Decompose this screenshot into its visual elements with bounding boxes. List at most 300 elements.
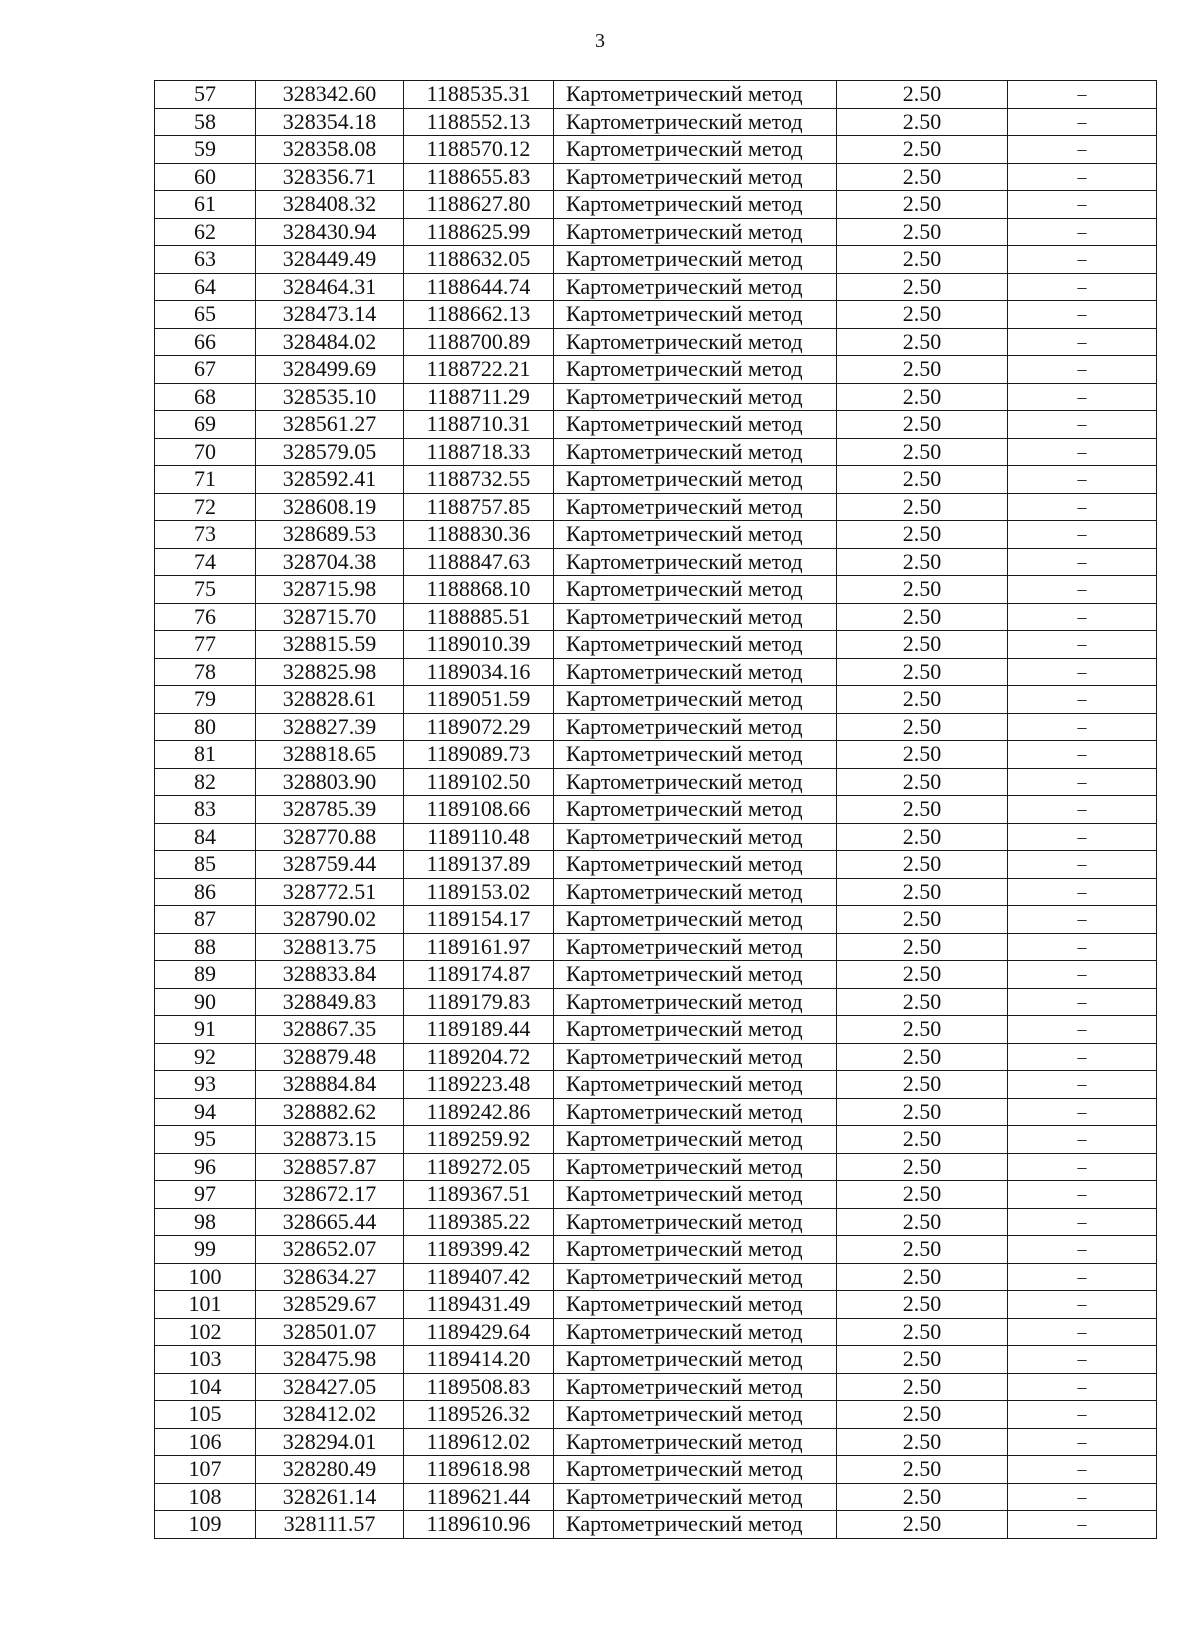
method-cell: Картометрический метод <box>554 631 837 659</box>
x-coordinate-cell: 328608.19 <box>256 493 404 521</box>
x-coordinate-cell: 328592.41 <box>256 466 404 494</box>
accuracy-cell: 2.50 <box>837 328 1008 356</box>
y-coordinate-cell: 1189399.42 <box>404 1236 554 1264</box>
accuracy-cell: 2.50 <box>837 1456 1008 1484</box>
table-row <box>155 1043 1157 1071</box>
x-coordinate-cell: 328818.65 <box>256 741 404 769</box>
accuracy-cell: 2.50 <box>837 301 1008 329</box>
x-coordinate-cell: 328473.14 <box>256 301 404 329</box>
y-coordinate-cell: 1189407.42 <box>404 1263 554 1291</box>
method-cell: Картометрический метод <box>554 658 837 686</box>
description-cell: – <box>1008 933 1157 961</box>
point-number-cell: 82 <box>155 768 256 796</box>
y-coordinate-cell: 1189189.44 <box>404 1016 554 1044</box>
accuracy-cell: 2.50 <box>837 796 1008 824</box>
description-cell: – <box>1008 1043 1157 1071</box>
x-coordinate-cell: 328501.07 <box>256 1318 404 1346</box>
accuracy-cell: 2.50 <box>837 548 1008 576</box>
x-coordinate-cell: 328879.48 <box>256 1043 404 1071</box>
point-number-cell: 108 <box>155 1483 256 1511</box>
x-coordinate-cell: 328849.83 <box>256 988 404 1016</box>
description-cell: – <box>1008 411 1157 439</box>
accuracy-cell: 2.50 <box>837 823 1008 851</box>
point-number-cell: 96 <box>155 1153 256 1181</box>
accuracy-cell: 2.50 <box>837 163 1008 191</box>
point-number-cell: 95 <box>155 1126 256 1154</box>
point-number-cell: 69 <box>155 411 256 439</box>
y-coordinate-cell: 1189508.83 <box>404 1373 554 1401</box>
table-row <box>155 961 1157 989</box>
description-cell: – <box>1008 1318 1157 1346</box>
point-number-cell: 59 <box>155 136 256 164</box>
y-coordinate-cell: 1188625.99 <box>404 218 554 246</box>
description-cell: – <box>1008 631 1157 659</box>
description-cell: – <box>1008 328 1157 356</box>
point-number-cell: 97 <box>155 1181 256 1209</box>
description-cell: – <box>1008 163 1157 191</box>
method-cell: Картометрический метод <box>554 548 837 576</box>
accuracy-cell: 2.50 <box>837 878 1008 906</box>
y-coordinate-cell: 1189242.86 <box>404 1098 554 1126</box>
point-number-cell: 76 <box>155 603 256 631</box>
accuracy-cell: 2.50 <box>837 1071 1008 1099</box>
x-coordinate-cell: 328827.39 <box>256 713 404 741</box>
table-row <box>155 988 1157 1016</box>
method-cell: Картометрический метод <box>554 576 837 604</box>
y-coordinate-cell: 1188732.55 <box>404 466 554 494</box>
table-row <box>155 1456 1157 1484</box>
accuracy-cell: 2.50 <box>837 1126 1008 1154</box>
point-number-cell: 84 <box>155 823 256 851</box>
y-coordinate-cell: 1188535.31 <box>404 81 554 109</box>
y-coordinate-cell: 1188710.31 <box>404 411 554 439</box>
method-cell: Картометрический метод <box>554 493 837 521</box>
point-number-cell: 88 <box>155 933 256 961</box>
method-cell: Картометрический метод <box>554 328 837 356</box>
y-coordinate-cell: 1189272.05 <box>404 1153 554 1181</box>
y-coordinate-cell: 1189414.20 <box>404 1346 554 1374</box>
accuracy-cell: 2.50 <box>837 383 1008 411</box>
table-row <box>155 631 1157 659</box>
point-number-cell: 79 <box>155 686 256 714</box>
table-row <box>155 218 1157 246</box>
x-coordinate-cell: 328704.38 <box>256 548 404 576</box>
accuracy-cell: 2.50 <box>837 1098 1008 1126</box>
table-row <box>155 1291 1157 1319</box>
description-cell: – <box>1008 246 1157 274</box>
method-cell: Картометрический метод <box>554 961 837 989</box>
y-coordinate-cell: 1189204.72 <box>404 1043 554 1071</box>
x-coordinate-cell: 328825.98 <box>256 658 404 686</box>
x-coordinate-cell: 328261.14 <box>256 1483 404 1511</box>
y-coordinate-cell: 1189526.32 <box>404 1401 554 1429</box>
point-number-cell: 102 <box>155 1318 256 1346</box>
point-number-cell: 86 <box>155 878 256 906</box>
description-cell: – <box>1008 1291 1157 1319</box>
accuracy-cell: 2.50 <box>837 1401 1008 1429</box>
y-coordinate-cell: 1188570.12 <box>404 136 554 164</box>
accuracy-cell: 2.50 <box>837 768 1008 796</box>
y-coordinate-cell: 1189174.87 <box>404 961 554 989</box>
method-cell: Картометрический метод <box>554 1373 837 1401</box>
x-coordinate-cell: 328294.01 <box>256 1428 404 1456</box>
x-coordinate-cell: 328358.08 <box>256 136 404 164</box>
method-cell: Картометрический метод <box>554 1071 837 1099</box>
method-cell: Картометрический метод <box>554 1153 837 1181</box>
x-coordinate-cell: 328665.44 <box>256 1208 404 1236</box>
point-number-cell: 104 <box>155 1373 256 1401</box>
table-row <box>155 1428 1157 1456</box>
description-cell: – <box>1008 356 1157 384</box>
table-row <box>155 246 1157 274</box>
method-cell: Картометрический метод <box>554 686 837 714</box>
method-cell: Картометрический метод <box>554 1483 837 1511</box>
table-row <box>155 1153 1157 1181</box>
coordinates-table <box>154 80 1157 1539</box>
description-cell: – <box>1008 988 1157 1016</box>
description-cell: – <box>1008 961 1157 989</box>
point-number-cell: 65 <box>155 301 256 329</box>
table-row <box>155 768 1157 796</box>
x-coordinate-cell: 328579.05 <box>256 438 404 466</box>
y-coordinate-cell: 1188627.80 <box>404 191 554 219</box>
table-row <box>155 1346 1157 1374</box>
description-cell: – <box>1008 191 1157 219</box>
description-cell: – <box>1008 273 1157 301</box>
x-coordinate-cell: 328672.17 <box>256 1181 404 1209</box>
page-number: 3 <box>595 30 605 52</box>
table-row <box>155 1208 1157 1236</box>
y-coordinate-cell: 1189137.89 <box>404 851 554 879</box>
method-cell: Картометрический метод <box>554 768 837 796</box>
y-coordinate-cell: 1189259.92 <box>404 1126 554 1154</box>
description-cell: – <box>1008 521 1157 549</box>
method-cell: Картометрический метод <box>554 1126 837 1154</box>
method-cell: Картометрический метод <box>554 108 837 136</box>
x-coordinate-cell: 328770.88 <box>256 823 404 851</box>
method-cell: Картометрический метод <box>554 1318 837 1346</box>
point-number-cell: 61 <box>155 191 256 219</box>
table-row <box>155 1236 1157 1264</box>
accuracy-cell: 2.50 <box>837 988 1008 1016</box>
point-number-cell: 68 <box>155 383 256 411</box>
y-coordinate-cell: 1189612.02 <box>404 1428 554 1456</box>
method-cell: Картометрический метод <box>554 81 837 109</box>
table-row <box>155 466 1157 494</box>
description-cell: – <box>1008 1016 1157 1044</box>
accuracy-cell: 2.50 <box>837 1373 1008 1401</box>
accuracy-cell: 2.50 <box>837 576 1008 604</box>
accuracy-cell: 2.50 <box>837 603 1008 631</box>
table-row <box>155 163 1157 191</box>
accuracy-cell: 2.50 <box>837 686 1008 714</box>
accuracy-cell: 2.50 <box>837 1483 1008 1511</box>
description-cell: – <box>1008 1126 1157 1154</box>
y-coordinate-cell: 1189110.48 <box>404 823 554 851</box>
table-row <box>155 383 1157 411</box>
method-cell: Картометрический метод <box>554 1511 837 1539</box>
description-cell: – <box>1008 1263 1157 1291</box>
table-row <box>155 576 1157 604</box>
y-coordinate-cell: 1188757.85 <box>404 493 554 521</box>
description-cell: – <box>1008 301 1157 329</box>
y-coordinate-cell: 1189179.83 <box>404 988 554 1016</box>
table-row <box>155 1373 1157 1401</box>
method-cell: Картометрический метод <box>554 796 837 824</box>
y-coordinate-cell: 1188722.21 <box>404 356 554 384</box>
y-coordinate-cell: 1188552.13 <box>404 108 554 136</box>
table-row <box>155 1511 1157 1539</box>
description-cell: – <box>1008 1153 1157 1181</box>
description-cell: – <box>1008 1456 1157 1484</box>
x-coordinate-cell: 328689.53 <box>256 521 404 549</box>
method-cell: Картометрический метод <box>554 1208 837 1236</box>
x-coordinate-cell: 328354.18 <box>256 108 404 136</box>
description-cell: – <box>1008 1373 1157 1401</box>
description-cell: – <box>1008 1511 1157 1539</box>
method-cell: Картометрический метод <box>554 1181 837 1209</box>
x-coordinate-cell: 328715.70 <box>256 603 404 631</box>
accuracy-cell: 2.50 <box>837 81 1008 109</box>
table-row <box>155 741 1157 769</box>
accuracy-cell: 2.50 <box>837 1291 1008 1319</box>
table-row <box>155 603 1157 631</box>
method-cell: Картометрический метод <box>554 1236 837 1264</box>
table-row <box>155 1263 1157 1291</box>
table-row <box>155 796 1157 824</box>
description-cell: – <box>1008 878 1157 906</box>
method-cell: Картометрический метод <box>554 906 837 934</box>
description-cell: – <box>1008 438 1157 466</box>
description-cell: – <box>1008 1401 1157 1429</box>
x-coordinate-cell: 328790.02 <box>256 906 404 934</box>
coordinates-table-body <box>155 81 1157 1539</box>
method-cell: Картометрический метод <box>554 273 837 301</box>
description-cell: – <box>1008 851 1157 879</box>
method-cell: Картометрический метод <box>554 411 837 439</box>
point-number-cell: 57 <box>155 81 256 109</box>
description-cell: – <box>1008 741 1157 769</box>
accuracy-cell: 2.50 <box>837 1511 1008 1539</box>
accuracy-cell: 2.50 <box>837 1043 1008 1071</box>
table-row <box>155 356 1157 384</box>
method-cell: Картометрический метод <box>554 1043 837 1071</box>
x-coordinate-cell: 328408.32 <box>256 191 404 219</box>
description-cell: – <box>1008 1181 1157 1209</box>
accuracy-cell: 2.50 <box>837 246 1008 274</box>
accuracy-cell: 2.50 <box>837 1346 1008 1374</box>
point-number-cell: 72 <box>155 493 256 521</box>
point-number-cell: 91 <box>155 1016 256 1044</box>
accuracy-cell: 2.50 <box>837 1428 1008 1456</box>
table-row <box>155 191 1157 219</box>
description-cell: – <box>1008 713 1157 741</box>
table-row <box>155 933 1157 961</box>
point-number-cell: 78 <box>155 658 256 686</box>
accuracy-cell: 2.50 <box>837 1263 1008 1291</box>
method-cell: Картометрический метод <box>554 1346 837 1374</box>
y-coordinate-cell: 1189051.59 <box>404 686 554 714</box>
accuracy-cell: 2.50 <box>837 438 1008 466</box>
description-cell: – <box>1008 603 1157 631</box>
y-coordinate-cell: 1189010.39 <box>404 631 554 659</box>
y-coordinate-cell: 1189618.98 <box>404 1456 554 1484</box>
y-coordinate-cell: 1189621.44 <box>404 1483 554 1511</box>
point-number-cell: 75 <box>155 576 256 604</box>
description-cell: – <box>1008 796 1157 824</box>
table-row <box>155 823 1157 851</box>
point-number-cell: 74 <box>155 548 256 576</box>
point-number-cell: 60 <box>155 163 256 191</box>
method-cell: Картометрический метод <box>554 1016 837 1044</box>
table-row <box>155 1181 1157 1209</box>
accuracy-cell: 2.50 <box>837 851 1008 879</box>
method-cell: Картометрический метод <box>554 218 837 246</box>
y-coordinate-cell: 1189429.64 <box>404 1318 554 1346</box>
point-number-cell: 106 <box>155 1428 256 1456</box>
description-cell: – <box>1008 383 1157 411</box>
x-coordinate-cell: 328652.07 <box>256 1236 404 1264</box>
description-cell: – <box>1008 1098 1157 1126</box>
point-number-cell: 63 <box>155 246 256 274</box>
accuracy-cell: 2.50 <box>837 1016 1008 1044</box>
accuracy-cell: 2.50 <box>837 493 1008 521</box>
accuracy-cell: 2.50 <box>837 1153 1008 1181</box>
method-cell: Картометрический метод <box>554 741 837 769</box>
description-cell: – <box>1008 218 1157 246</box>
point-number-cell: 71 <box>155 466 256 494</box>
method-cell: Картометрический метод <box>554 383 837 411</box>
point-number-cell: 98 <box>155 1208 256 1236</box>
description-cell: – <box>1008 576 1157 604</box>
x-coordinate-cell: 328813.75 <box>256 933 404 961</box>
table-row <box>155 521 1157 549</box>
x-coordinate-cell: 328464.31 <box>256 273 404 301</box>
method-cell: Картометрический метод <box>554 521 837 549</box>
description-cell: – <box>1008 1346 1157 1374</box>
table-row <box>155 108 1157 136</box>
table-row <box>155 273 1157 301</box>
method-cell: Картометрический метод <box>554 878 837 906</box>
x-coordinate-cell: 328535.10 <box>256 383 404 411</box>
table-row <box>155 81 1157 109</box>
method-cell: Картометрический метод <box>554 851 837 879</box>
method-cell: Картометрический метод <box>554 988 837 1016</box>
table-row <box>155 713 1157 741</box>
table-row <box>155 493 1157 521</box>
x-coordinate-cell: 328803.90 <box>256 768 404 796</box>
point-number-cell: 73 <box>155 521 256 549</box>
table-row <box>155 906 1157 934</box>
method-cell: Картометрический метод <box>554 603 837 631</box>
x-coordinate-cell: 328759.44 <box>256 851 404 879</box>
table-row <box>155 301 1157 329</box>
description-cell: – <box>1008 823 1157 851</box>
x-coordinate-cell: 328634.27 <box>256 1263 404 1291</box>
x-coordinate-cell: 328828.61 <box>256 686 404 714</box>
accuracy-cell: 2.50 <box>837 1181 1008 1209</box>
point-number-cell: 103 <box>155 1346 256 1374</box>
method-cell: Картометрический метод <box>554 1428 837 1456</box>
description-cell: – <box>1008 466 1157 494</box>
point-number-cell: 107 <box>155 1456 256 1484</box>
method-cell: Картометрический метод <box>554 1263 837 1291</box>
y-coordinate-cell: 1188632.05 <box>404 246 554 274</box>
point-number-cell: 64 <box>155 273 256 301</box>
point-number-cell: 99 <box>155 1236 256 1264</box>
method-cell: Картометрический метод <box>554 356 837 384</box>
description-cell: – <box>1008 1483 1157 1511</box>
y-coordinate-cell: 1189102.50 <box>404 768 554 796</box>
accuracy-cell: 2.50 <box>837 658 1008 686</box>
point-number-cell: 67 <box>155 356 256 384</box>
y-coordinate-cell: 1189161.97 <box>404 933 554 961</box>
method-cell: Картометрический метод <box>554 163 837 191</box>
method-cell: Картометрический метод <box>554 191 837 219</box>
description-cell: – <box>1008 136 1157 164</box>
description-cell: – <box>1008 1071 1157 1099</box>
y-coordinate-cell: 1189367.51 <box>404 1181 554 1209</box>
description-cell: – <box>1008 658 1157 686</box>
point-number-cell: 85 <box>155 851 256 879</box>
y-coordinate-cell: 1189385.22 <box>404 1208 554 1236</box>
method-cell: Картометрический метод <box>554 136 837 164</box>
description-cell: – <box>1008 108 1157 136</box>
y-coordinate-cell: 1188885.51 <box>404 603 554 631</box>
point-number-cell: 87 <box>155 906 256 934</box>
description-cell: – <box>1008 1208 1157 1236</box>
accuracy-cell: 2.50 <box>837 411 1008 439</box>
method-cell: Картометрический метод <box>554 933 837 961</box>
method-cell: Картометрический метод <box>554 713 837 741</box>
x-coordinate-cell: 328280.49 <box>256 1456 404 1484</box>
point-number-cell: 70 <box>155 438 256 466</box>
point-number-cell: 89 <box>155 961 256 989</box>
table-row <box>155 658 1157 686</box>
accuracy-cell: 2.50 <box>837 1236 1008 1264</box>
y-coordinate-cell: 1188644.74 <box>404 273 554 301</box>
x-coordinate-cell: 328884.84 <box>256 1071 404 1099</box>
method-cell: Картометрический метод <box>554 1291 837 1319</box>
x-coordinate-cell: 328427.05 <box>256 1373 404 1401</box>
x-coordinate-cell: 328857.87 <box>256 1153 404 1181</box>
y-coordinate-cell: 1188718.33 <box>404 438 554 466</box>
x-coordinate-cell: 328430.94 <box>256 218 404 246</box>
table-row <box>155 851 1157 879</box>
x-coordinate-cell: 328529.67 <box>256 1291 404 1319</box>
accuracy-cell: 2.50 <box>837 356 1008 384</box>
table-row <box>155 548 1157 576</box>
point-number-cell: 93 <box>155 1071 256 1099</box>
x-coordinate-cell: 328833.84 <box>256 961 404 989</box>
description-cell: – <box>1008 548 1157 576</box>
description-cell: – <box>1008 906 1157 934</box>
table-row <box>155 1401 1157 1429</box>
point-number-cell: 83 <box>155 796 256 824</box>
point-number-cell: 80 <box>155 713 256 741</box>
accuracy-cell: 2.50 <box>837 1318 1008 1346</box>
y-coordinate-cell: 1188847.63 <box>404 548 554 576</box>
table-row <box>155 1483 1157 1511</box>
x-coordinate-cell: 328873.15 <box>256 1126 404 1154</box>
method-cell: Картометрический метод <box>554 1098 837 1126</box>
point-number-cell: 77 <box>155 631 256 659</box>
point-number-cell: 62 <box>155 218 256 246</box>
x-coordinate-cell: 328715.98 <box>256 576 404 604</box>
accuracy-cell: 2.50 <box>837 218 1008 246</box>
x-coordinate-cell: 328111.57 <box>256 1511 404 1539</box>
y-coordinate-cell: 1188830.36 <box>404 521 554 549</box>
